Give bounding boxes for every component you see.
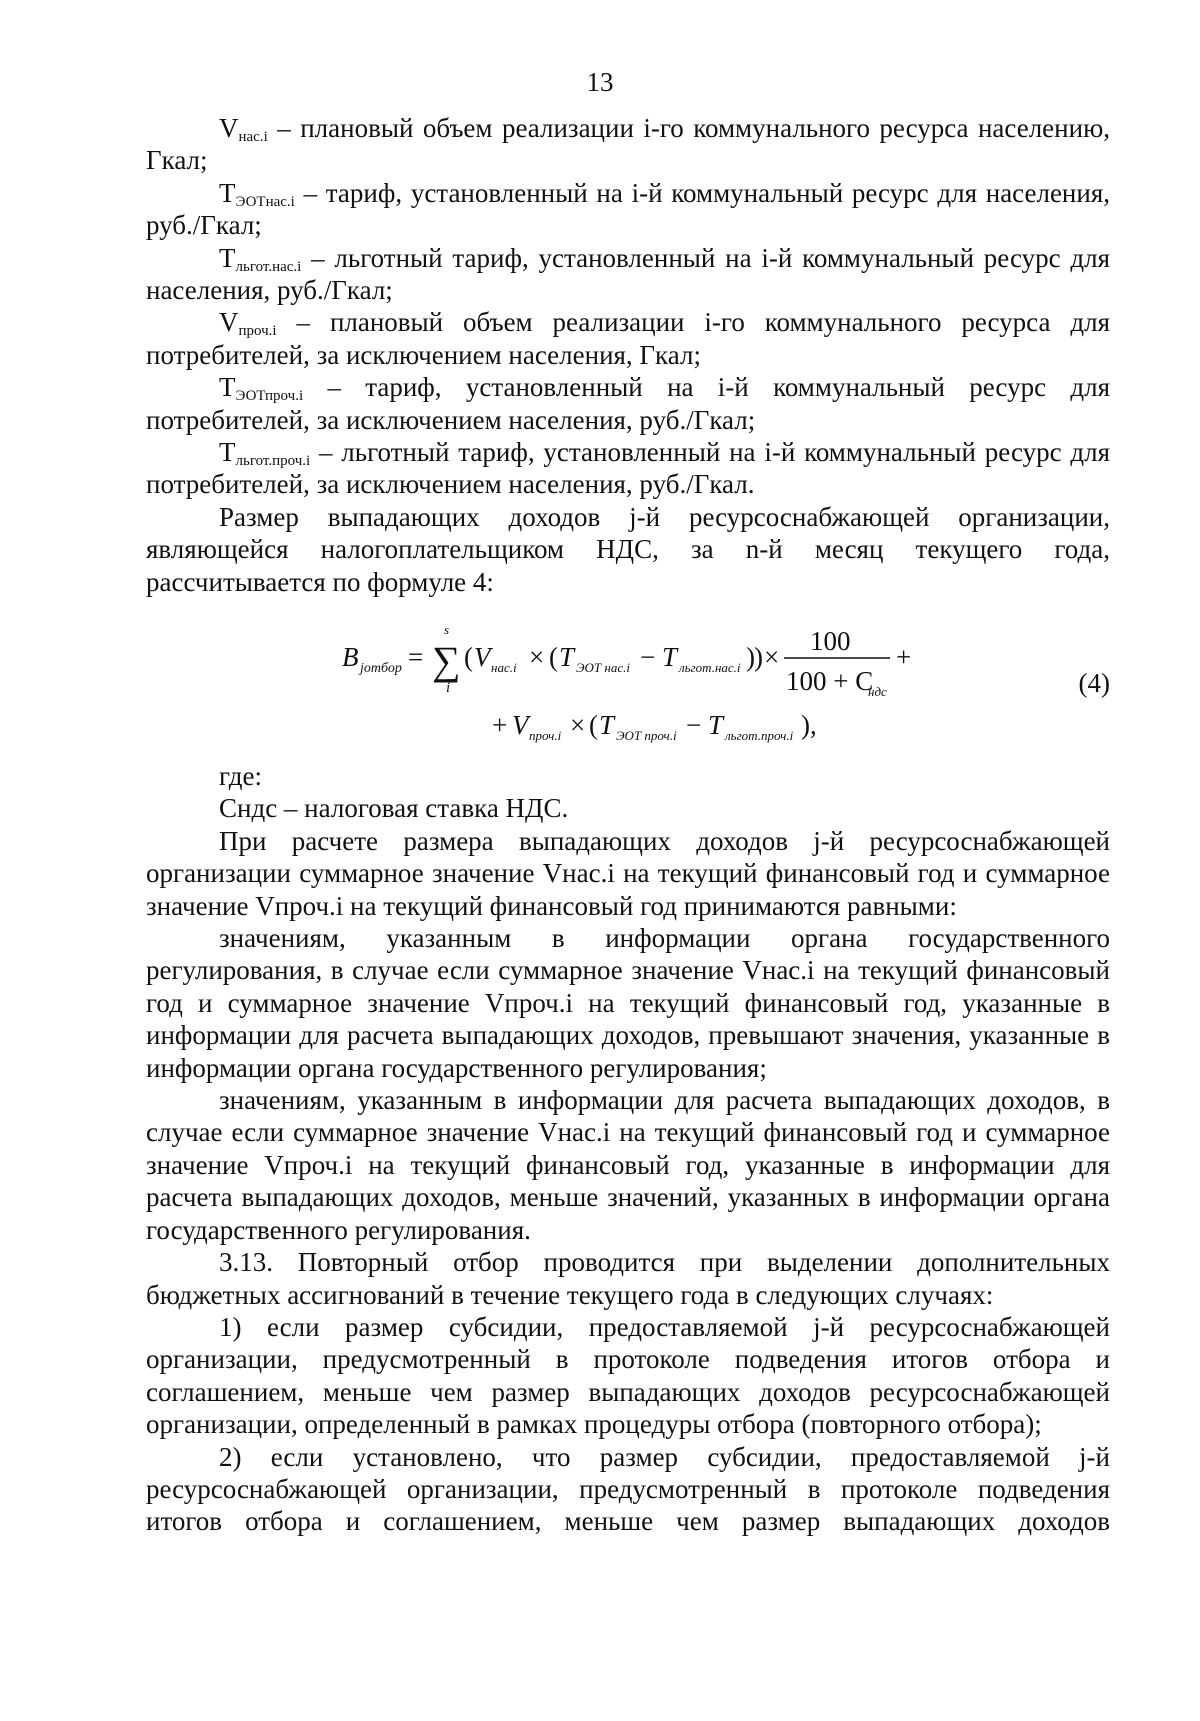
times-sign: × — [764, 642, 780, 672]
paragraph: значениям, указанным в информации для расчета выпадающих доходов, в случае если суммарное значение Vнас.i на текущий финансовый год и суммарное значение Vпроч.i на текущий финансовый год, указанные в информации для расчета выпадающих доходов, меньше значений, указанных в информации органа государственного регулирования. — [146, 1085, 1110, 1245]
symbol-subscript: льгот.нас.i — [235, 258, 302, 275]
symbol: V — [219, 307, 239, 338]
plus-sign: + — [492, 710, 508, 740]
minus-sign: − — [640, 642, 656, 672]
v-symbol: V — [512, 710, 529, 740]
definition-v-nas — [146, 112, 1110, 177]
v-proch-sub: проч.i — [529, 728, 562, 743]
fraction-denominator: 100 + C — [786, 666, 874, 696]
definition-text: – льготный тариф, установленный на i-й коммунальный ресурс для населения, руб./Гкал; — [146, 242, 1110, 306]
t-symbol: T — [559, 642, 575, 672]
definition-t-eot-proch — [146, 371, 1110, 436]
formula-lhs-sub: jотбор — [360, 661, 402, 676]
sum-upper-limit: s — [444, 622, 450, 637]
list-item-1: 1) если размер субсидии, предоставляемой j-й ресурсоснабжающей организации, предусмотренный в протоколе подведения итогов отбора и соглашением, меньше чем размер выпадающих доходов ресурсоснабжающей организации, определенный в рамках процедуры отбора (повторного отбора); — [146, 1311, 1110, 1440]
open-paren: ( — [464, 642, 473, 672]
formula-lhs: B — [342, 642, 359, 672]
times-sign: × — [529, 642, 545, 672]
definition-t-eot-nas — [146, 177, 1110, 242]
list-item-2: 2) если установлено, что размер субсидии, предоставляемой j-й ресурсоснабжающей организации, предусмотренный в протоколе подведения итогов отбора и соглашением, меньше чем размер выпадающих доходов — [146, 1441, 1110, 1537]
formula-4 — [146, 620, 1110, 750]
t-lgot-nas-sub: льгот.нас.i — [679, 660, 741, 675]
sum-lower-limit: i — [446, 680, 451, 696]
paragraph: При расчете размера выпадающих доходов j-й ресурсоснабжающей организации суммарное значение Vнас.i на текущий финансовый год и суммарное значение Vпроч.i на текущий финансовый год принимаются равными: — [146, 825, 1110, 921]
close-paren: ) — [746, 642, 755, 672]
paragraph-3-13: 3.13. Повторный отбор проводится при выделении дополнительных бюджетных ассигнований в течение текущего года в следующих случаях: — [146, 1247, 1110, 1310]
formula-svg — [146, 620, 1046, 750]
body-text — [146, 760, 1110, 1538]
symbol: T — [219, 372, 236, 403]
definition-text: – плановый объем реализации i-го коммунального ресурса для потребителей, за исключением населения, Гкал; — [146, 307, 1110, 370]
symbol-subscript: ЭОТпроч.i — [235, 388, 304, 405]
symbol: V — [219, 113, 239, 143]
close-paren: ), — [801, 710, 817, 740]
definition-text: – тариф, установленный на i-й коммунальный ресурс для населения, руб./Гкал; — [146, 177, 1110, 241]
symbol: Т — [219, 242, 236, 273]
minus-sign: − — [686, 710, 702, 740]
definition-v-proch — [146, 306, 1110, 371]
t-eot-proch-sub: ЭОТ проч.i — [616, 728, 677, 743]
plus-sign: + — [896, 642, 912, 672]
symbol-subscript: ЭОТнас.i — [235, 193, 295, 210]
definition-t-lgot-proch — [146, 436, 1110, 501]
page-number: 13 — [586, 67, 614, 97]
definition-text: – льготный тариф, установленный на i-й коммунальный ресурс для потребителей, за исключением населения, руб./Гкал. — [146, 437, 1110, 500]
fraction-numerator: 100 — [810, 626, 851, 656]
t-symbol: T — [708, 710, 724, 740]
symbol: T — [219, 177, 236, 208]
definition-text: – тариф, установленный на i-й коммунальный ресурс для потребителей, за исключением населения, руб./Гкал; — [146, 372, 1110, 435]
definition-text: – плановый объем реализации i-го коммунального ресурса населению, Гкал; — [146, 113, 1110, 176]
fraction-denominator-sub: ндс — [868, 684, 887, 699]
t-symbol: T — [662, 642, 678, 672]
equals-sign: = — [408, 642, 424, 672]
symbol: Т — [219, 437, 236, 468]
definition-t-lgot-nas — [146, 242, 1110, 307]
definitions-block — [146, 112, 1110, 598]
v-nas-sub: нас.i — [491, 660, 517, 675]
t-symbol: T — [599, 710, 615, 740]
t-eot-nas-sub: ЭОТ нас.i — [576, 660, 630, 675]
close-paren: ) — [754, 642, 763, 672]
t-lgot-proch-sub: льгот.проч.i — [725, 728, 794, 743]
paragraph: значениям, указанным в информации органа государственного регулирования, в случае если суммарное значение Vнас.i на текущий финансовый год и суммарное значение Vпроч.i на текущий финансовый год, указанные в информации для расчета выпадающих доходов, превышают значения, указанные в информации органа государственного регулирования; — [146, 923, 1110, 1083]
symbol-subscript: проч.i — [238, 323, 277, 340]
formula-intro: Размер выпадающих доходов j-й ресурсоснабжающей организации, являющейся налогоплательщиком НДС, за n-й месяц текущего года, рассчитывается по формуле 4: — [146, 501, 1110, 597]
v-symbol: V — [474, 642, 491, 672]
symbol-subscript: льгот.проч.i — [235, 453, 311, 470]
open-paren: ( — [549, 642, 558, 672]
times-sign: × — [570, 710, 586, 740]
sum-sign: ∑ — [432, 638, 461, 683]
open-paren: ( — [589, 710, 598, 740]
symbol-subscript: нас.i — [238, 129, 268, 145]
where-label: где: — [219, 761, 262, 791]
snds-definition: Сндс – налоговая ставка НДС. — [219, 793, 569, 824]
formula-number: (4) — [1078, 668, 1110, 698]
